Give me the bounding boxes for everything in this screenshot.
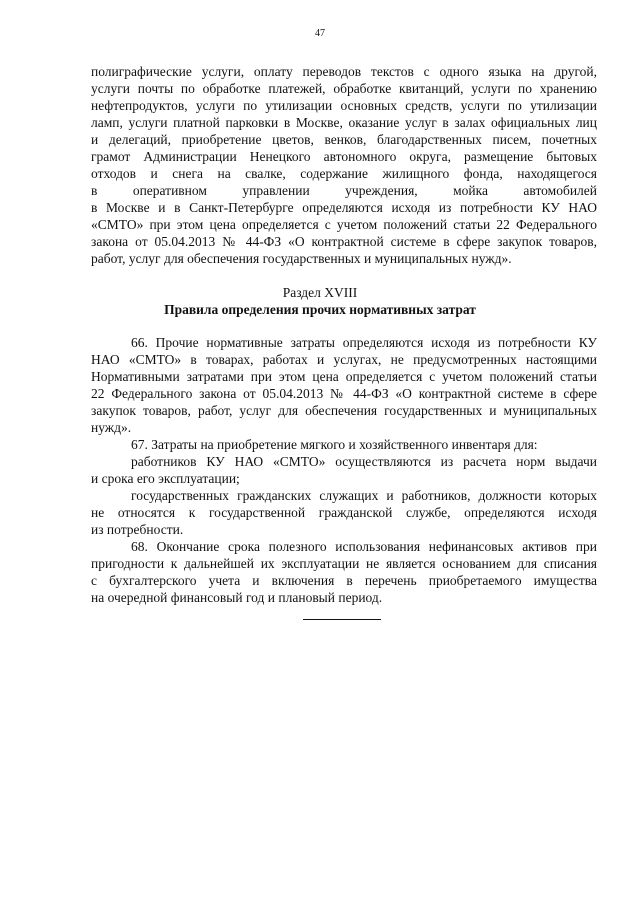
text-line: государственных гражданских служащих и работников, должности которых	[131, 488, 597, 503]
text-line: нефтепродуктов, услуги по утилизации основных средств, услуги по утилизации	[91, 98, 597, 113]
text-line: закона от 05.04.2013 № 44-ФЗ «О контрактной системе в сфере закупок товаров,	[91, 234, 597, 249]
text-line: работ, услуг для обеспечения государственных и муниципальных нужд».	[91, 251, 512, 266]
text-line: 66. Прочие нормативные затраты определяются исходя из потребности КУ	[131, 335, 597, 350]
text-line: полиграфические услуги, оплату переводов текстов с одного языка на другой,	[91, 64, 597, 79]
text-line: услуги почты по обработке платежей, обработке квитанций, услуги по хранению	[91, 81, 597, 96]
text-line: нужд».	[91, 420, 132, 435]
text-line: в Москве и в Санкт-Петербурге определяются исходя из потребности КУ НАО	[91, 200, 597, 215]
text-line: закупок товаров, работ, услуг для обеспечения государственных и муниципальных	[91, 403, 597, 418]
text-line: и делегаций, приобретение цветов, венков, благодарственных писем, почетных	[91, 132, 597, 147]
text-line: грамот Администрации Ненецкого автономного округа, размещение бытовых	[91, 149, 597, 164]
text-line: Нормативными затратами при этом цена определяется с учетом положений статьи	[91, 369, 597, 384]
text-line: с бухгалтерского учета и включения в перечень приобретаемого имущества	[91, 573, 597, 588]
text-line: отходов и снега на свалке, содержание жилищного фонда, находящегося	[91, 166, 597, 181]
paragraph-67: 67. Затраты на приобретение мягкого и хозяйственного инвентаря для:	[131, 437, 538, 452]
text-line: НАО «СМТО» в товарах, работах и услугах, не предусмотренных настоящими	[91, 352, 597, 367]
text-line: ламп, услуги платной парковки в Москве, оказание услуг в залах официальных лиц	[91, 115, 597, 130]
text-line: в оперативном управлении учреждения, мойка автомобилей	[91, 183, 597, 198]
text-line: пригодности к дальнейшей их эксплуатации не является основанием для списания	[91, 556, 597, 571]
closing-separator-line	[303, 619, 381, 620]
text-line: и срока его эксплуатации;	[91, 471, 240, 486]
text-line: на очередной финансовый год и плановый период.	[91, 590, 383, 605]
text-line: «СМТО» при этом цена определяется с учетом положений статьи 22 Федерального	[91, 217, 597, 232]
section-number: Раздел XVIII	[282, 285, 358, 300]
text-line: 68. Окончание срока полезного использования нефинансовых активов при	[131, 539, 597, 554]
text-line: не относятся к государственной гражданской службе, определяются исходя	[91, 505, 597, 520]
page-number: 47	[315, 28, 325, 39]
text-line: 22 Федерального закона от 05.04.2013 № 44-ФЗ «О контрактной системе в сфере	[91, 386, 597, 401]
section-title: Правила определения прочих нормативных затрат	[164, 302, 476, 317]
text-line: работников КУ НАО «СМТО» осуществляются из расчета норм выдачи	[131, 454, 597, 469]
text-line: из потребности.	[91, 522, 184, 537]
